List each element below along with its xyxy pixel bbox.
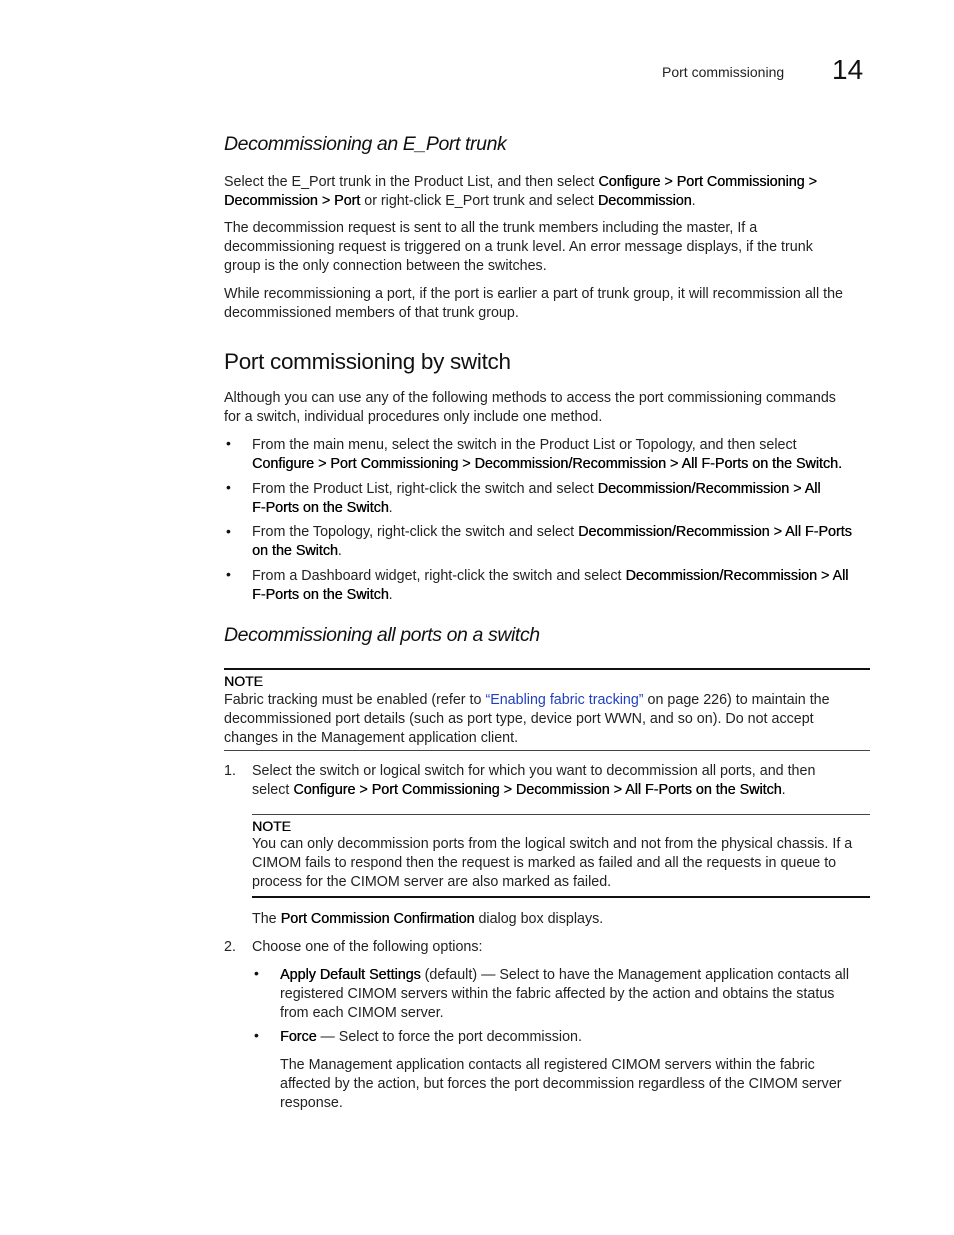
note-rule-top bbox=[224, 668, 870, 670]
menu-path: Decommission > Port bbox=[224, 192, 361, 209]
note-label: NOTE bbox=[252, 818, 291, 834]
menu-path: Configure > Port Commissioning > bbox=[598, 174, 817, 190]
note-rule-bottom bbox=[252, 896, 870, 898]
menu-path: Configure > Port Commissioning > Decommission > All F-Ports on the Switch bbox=[293, 781, 782, 798]
list-item: From a Dashboard widget, right-click the switch and select Decommission/Recommission > All F-Ports on the Switch. bbox=[252, 568, 849, 603]
paragraph-decommission-request: The decommission request is sent to all the trunk members including the master, If a decommissioning request is triggered on a trunk level. An error message displays, if the trunk group is the only connection between the switches. bbox=[224, 220, 813, 274]
paragraph-force-description: The Management application contacts all registered CIMOM servers within the fabric affected by the action, but forces the port decommission regardless of the CIMOM server response. bbox=[280, 1057, 842, 1111]
bullet-icon: • bbox=[226, 566, 231, 582]
list-item: From the Product List, right-click the switch and select Decommission/Recommission > All F-Ports on the Switch. bbox=[252, 481, 821, 516]
step-number: 1. bbox=[224, 763, 236, 779]
step-1-text: Select the switch or logical switch for which you want to decommission all ports, and then select Configure > Port Commissioning > Decommission > All F-Ports on the Switch. bbox=[252, 763, 816, 798]
menu-item: Decommission bbox=[597, 192, 692, 209]
bullet-icon: • bbox=[226, 435, 231, 451]
note-logical-switch: You can only decommission ports from the logical switch and not from the physical chassis. If a CIMOM fails to respond then the request is marked as failed and all the requests in queue to process for the CIMOM server are also marked as failed. bbox=[252, 836, 853, 890]
paragraph-select-trunk: Select the E_Port trunk in the Product List, and then select Configure > Port Commissioning > Decommission > Port or right-click E_Port trunk and select Decommission. bbox=[224, 174, 817, 209]
paragraph-recommissioning: While recommissioning a port, if the port is earlier a part of trunk group, it will recommission all the decommissioned members of that trunk group. bbox=[224, 286, 843, 321]
running-header-section: Port commissioning bbox=[662, 64, 785, 80]
note-label: NOTE bbox=[224, 673, 263, 689]
bullet-icon: • bbox=[254, 965, 259, 981]
bullet-icon: • bbox=[226, 523, 231, 539]
paragraph-confirmation-dialog: The Port Commission Confirmation dialog box displays. bbox=[252, 911, 604, 927]
dialog-name: Port Commission Confirmation bbox=[280, 911, 475, 927]
link-enabling-fabric-tracking[interactable]: “Enabling fabric tracking” bbox=[485, 692, 644, 708]
paragraph-intro: Although you can use any of the following methods to access the port commissioning commands for a switch, individual procedures only include one method. bbox=[224, 390, 836, 425]
bullet-icon: • bbox=[226, 479, 231, 495]
note-rule-top bbox=[252, 814, 870, 815]
section-heading-all-ports: Decommissioning all ports on a switch bbox=[224, 624, 540, 646]
step-number: 2. bbox=[224, 939, 236, 955]
list-item: From the Topology, right-click the switch and select Decommission/Recommission > All F-Ports on the Switch. bbox=[252, 524, 852, 559]
note-fabric-tracking: Fabric tracking must be enabled (refer to “Enabling fabric tracking” on page 226) to maintain the decommissioned port details (such as port type, device port WWN, and so on). Do not accept changes in the Management application client. bbox=[224, 692, 830, 746]
note-rule-bottom bbox=[224, 750, 870, 751]
chapter-number: 14 bbox=[832, 54, 864, 85]
step-2-text: Choose one of the following options: bbox=[252, 939, 483, 955]
option-force: Force — Select to force the port decommission. bbox=[280, 1029, 582, 1045]
list-item: From the main menu, select the switch in the Product List or Topology, and then select Configure > Port Commissioning > Decommission/Recommission > All F-Ports on the Switch. bbox=[252, 437, 842, 472]
bullet-icon: • bbox=[254, 1027, 259, 1043]
section-heading-eport-trunk: Decommissioning an E_Port trunk bbox=[224, 133, 507, 155]
option-apply-default-settings: Apply Default Settings (default) — Select to have the Management application contacts all registered CIMOM servers within the fabric affected by the action and obtains the status from each CIMOM server. bbox=[280, 967, 850, 1021]
section-heading-port-commissioning-by-switch: Port commissioning by switch bbox=[224, 349, 511, 374]
